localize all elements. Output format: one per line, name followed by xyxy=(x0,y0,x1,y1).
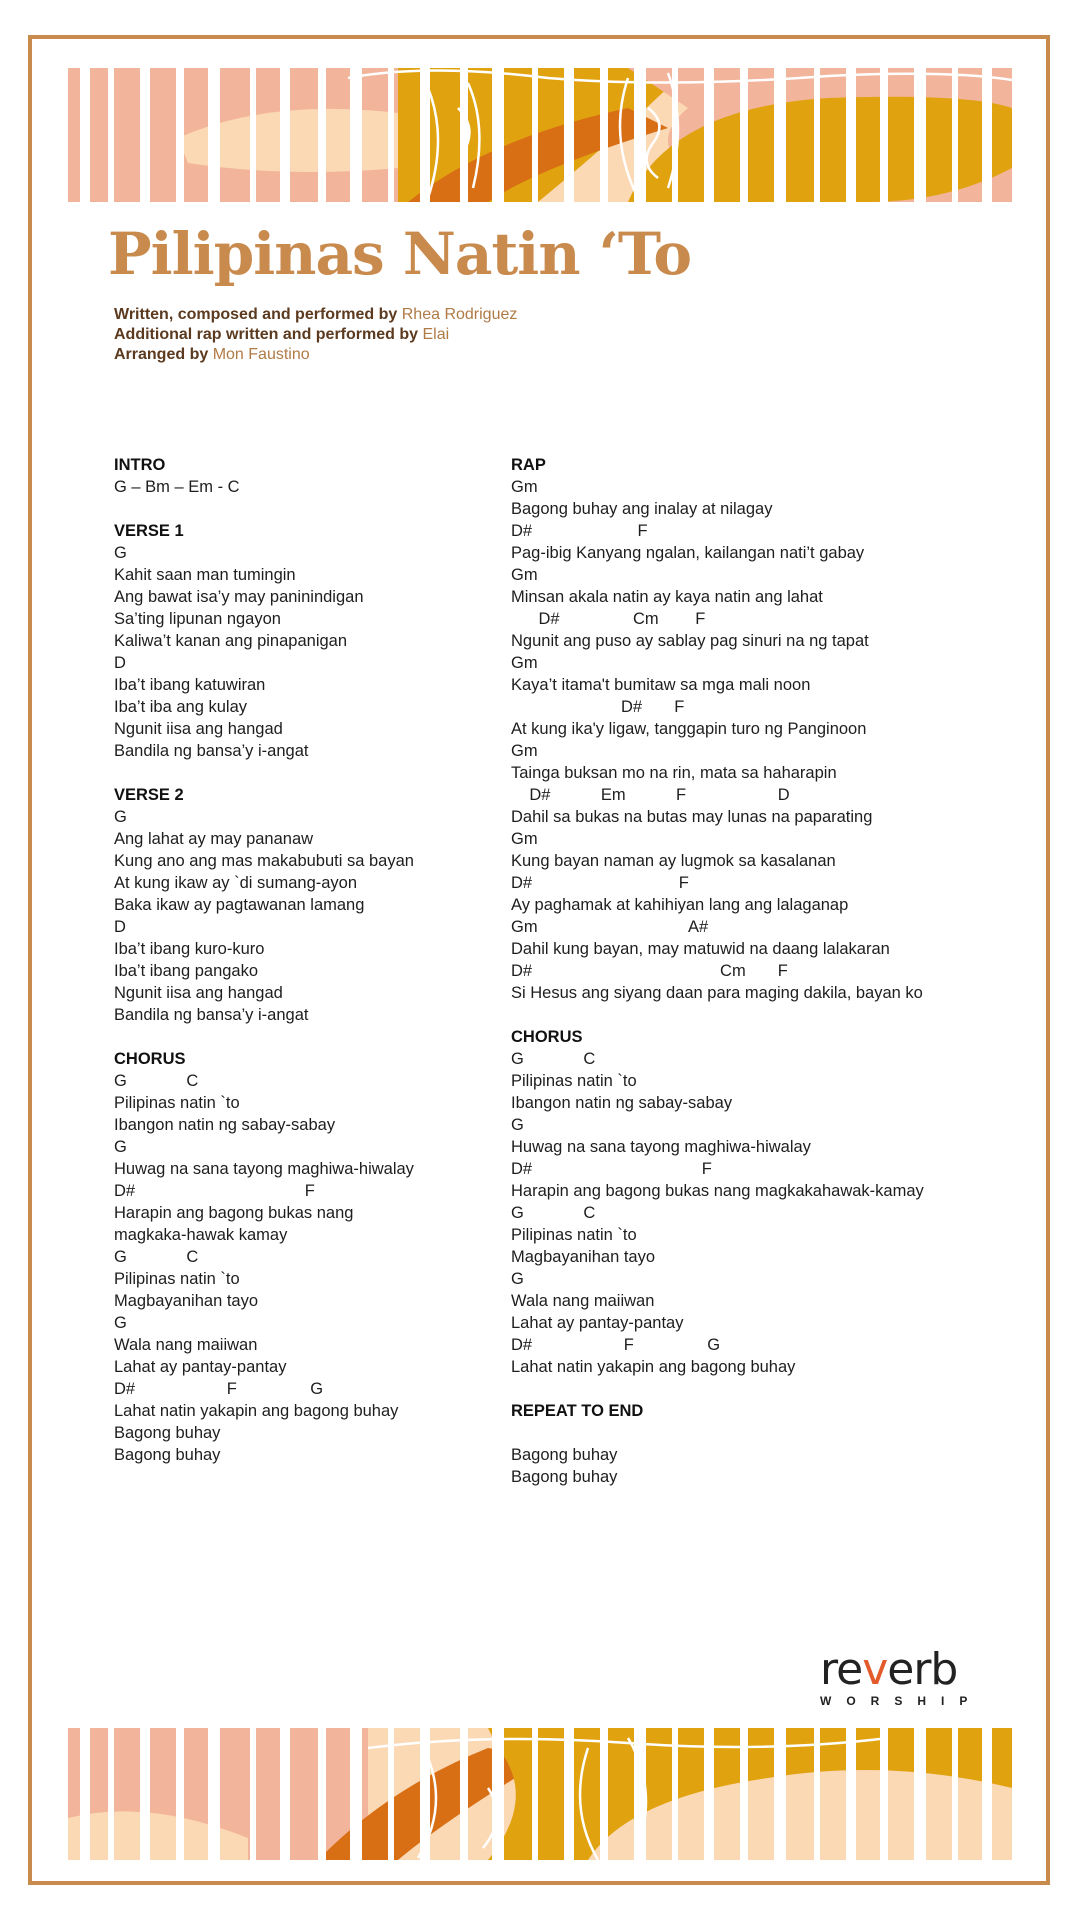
song-title: Pilipinas Natin ‘To xyxy=(108,220,692,288)
logo-text-erb: erb xyxy=(887,1644,958,1695)
lyric-line: G C xyxy=(511,1050,596,1068)
lyric-line: Kung ano ang mas makabubuti sa bayan xyxy=(114,852,414,870)
lyric-line: G C xyxy=(114,1248,199,1266)
lyrics-section xyxy=(511,1400,1031,1488)
lyric-line: D# F G xyxy=(114,1380,324,1398)
lyric-line: Sa’ting lipunan ngayon xyxy=(114,610,281,628)
lyric-line: Gm xyxy=(511,654,538,672)
credit-label: Additional rap written and performed by xyxy=(114,326,419,343)
lyric-line: Dahil kung bayan, may matuwid na daang lalakaran xyxy=(511,940,890,958)
section-title: RAP xyxy=(511,456,546,474)
credit-label: Arranged by xyxy=(114,346,209,363)
lyric-line: At kung ika'y ligaw, tanggapin turo ng Panginoon xyxy=(511,720,867,738)
lyric-line: Ang lahat ay may pananaw xyxy=(114,830,314,848)
lyric-line: Ibangon natin ng sabay-sabay xyxy=(114,1116,336,1134)
lyric-line: Lahat natin yakapin ang bagong buhay xyxy=(114,1402,399,1420)
lyric-line: Pilipinas natin `to xyxy=(114,1270,240,1288)
logo-text-v: v xyxy=(862,1644,888,1695)
lyric-line: D# F G xyxy=(511,1336,721,1354)
lyric-line: Harapin ang bagong bukas nang xyxy=(114,1204,354,1222)
credit-name: Rhea Rodriguez xyxy=(401,306,518,323)
lyric-line: G xyxy=(511,1270,524,1288)
lyric-line: Ang bawat isa’y may paninindigan xyxy=(114,588,364,606)
lyric-line: Iba’t ibang kuro-kuro xyxy=(114,940,265,958)
credit-line xyxy=(114,325,517,345)
logo-wordmark xyxy=(820,1644,1016,1695)
lyric-line: D# Em F D xyxy=(511,786,790,804)
lyric-line: D# F xyxy=(511,698,685,716)
lyric-line: Lahat natin yakapin ang bagong buhay xyxy=(511,1358,796,1376)
lyric-line: D# F xyxy=(511,522,648,540)
lyric-line: D# Cm F xyxy=(511,962,788,980)
lyric-line: Harapin ang bagong bukas nang magkakahawak-kamay xyxy=(511,1182,924,1200)
lyric-line: D# F xyxy=(511,1160,712,1178)
lyric-line: Si Hesus ang siyang daan para maging dakila, bayan ko xyxy=(511,984,923,1002)
lyric-line: Bagong buhay xyxy=(511,1446,618,1464)
lyric-line: Huwag na sana tayong maghiwa-hiwalay xyxy=(114,1160,414,1178)
lyric-line: Gm xyxy=(511,742,538,760)
lyric-line: Magbayanihan tayo xyxy=(114,1292,259,1310)
lyric-line: Wala nang maiiwan xyxy=(114,1336,258,1354)
lyric-line: Pilipinas natin `to xyxy=(511,1072,637,1090)
lyrics-section xyxy=(511,1026,1031,1378)
lyric-line: Bagong buhay ang inalay at nilagay xyxy=(511,500,773,518)
lyric-line xyxy=(511,1422,1031,1444)
lyric-line: Bandila ng bansa’y i-angat xyxy=(114,742,309,760)
credits xyxy=(114,305,517,365)
lyric-line: Ngunit iisa ang hangad xyxy=(114,984,283,1002)
section-title: CHORUS xyxy=(511,1028,583,1046)
logo-text-re: re xyxy=(820,1644,863,1695)
lyric-line: Iba’t ibang katuwiran xyxy=(114,676,266,694)
lyric-line: D xyxy=(114,918,126,936)
lyric-line: Dahil sa bukas na butas may lunas na paparating xyxy=(511,808,873,826)
lyric-line: Kahit saan man tumingin xyxy=(114,566,296,584)
bottom-decorative-banner xyxy=(68,1728,1012,1860)
section-title: VERSE 2 xyxy=(114,786,184,804)
lyric-line: Pilipinas natin `to xyxy=(511,1226,637,1244)
lyric-line: Ay paghamak at kahihiyan lang ang lalaganap xyxy=(511,896,849,914)
lyric-line: D xyxy=(114,654,126,672)
lyric-line: Ngunit ang puso ay sablay pag sinuri na ng tapat xyxy=(511,632,869,650)
credit-name: Elai xyxy=(422,326,450,343)
section-title: REPEAT TO END xyxy=(511,1402,644,1420)
section-title: VERSE 1 xyxy=(114,522,184,540)
section-title: CHORUS xyxy=(114,1050,186,1068)
lyric-line: Pilipinas natin `to xyxy=(114,1094,240,1112)
lyric-line: Gm xyxy=(511,566,538,584)
lyric-line: Bagong buhay xyxy=(511,1468,618,1486)
lyric-line: Pag-ibig Kanyang ngalan, kailangan nati’t gabay xyxy=(511,544,865,562)
lyric-line: G xyxy=(114,1314,127,1332)
lyric-line: Bagong buhay xyxy=(114,1446,221,1464)
lyric-line: Ibangon natin ng sabay-sabay xyxy=(511,1094,733,1112)
lyric-line: G xyxy=(114,544,127,562)
section-title: INTRO xyxy=(114,456,166,474)
lyrics-section xyxy=(511,454,1031,1004)
lyric-line: G C xyxy=(511,1204,596,1222)
top-decorative-banner xyxy=(68,68,1012,202)
lyric-line: Lahat ay pantay-pantay xyxy=(114,1358,287,1376)
lyric-line: Wala nang maiiwan xyxy=(511,1292,655,1310)
lyric-line: G xyxy=(511,1116,524,1134)
lyric-line: Baka ikaw ay pagtawanan lamang xyxy=(114,896,365,914)
lyric-line: Lahat ay pantay-pantay xyxy=(511,1314,684,1332)
credit-name: Mon Faustino xyxy=(212,346,310,363)
lyric-line: Iba’t iba ang kulay xyxy=(114,698,248,716)
lyric-line: G xyxy=(114,1138,127,1156)
lyric-line: Kaya’t itama't bumitaw sa mga mali noon xyxy=(511,676,811,694)
lyric-line: Gm A# xyxy=(511,918,709,936)
lyric-line: Iba’t ibang pangako xyxy=(114,962,259,980)
logo-subtitle: WORSHIP xyxy=(820,1694,983,1708)
credit-line xyxy=(114,305,517,325)
credit-line xyxy=(114,345,517,365)
lyric-line: Bagong buhay xyxy=(114,1424,221,1442)
lyric-line: G – Bm – Em - C xyxy=(114,478,240,496)
lyric-line: G xyxy=(114,808,127,826)
lyric-line: magkaka-hawak kamay xyxy=(114,1226,288,1244)
reverb-worship-logo xyxy=(820,1644,1016,1710)
lyric-line: D# F xyxy=(114,1182,315,1200)
lyric-line: Kaliwa’t kanan ang pinapanigan xyxy=(114,632,348,650)
lyric-line: Gm xyxy=(511,478,538,496)
lyric-line: Huwag na sana tayong maghiwa-hiwalay xyxy=(511,1138,811,1156)
lyric-line: D# Cm F xyxy=(511,610,706,628)
lyric-line: G C xyxy=(114,1072,199,1090)
lyric-line: Kung bayan naman ay lugmok sa kasalanan xyxy=(511,852,836,870)
lyric-line: At kung ikaw ay `di sumang-ayon xyxy=(114,874,358,892)
lyric-line: D# F xyxy=(511,874,689,892)
lyric-line: Magbayanihan tayo xyxy=(511,1248,656,1266)
credit-label: Written, composed and performed by xyxy=(114,306,398,323)
lyric-line: Ngunit iisa ang hangad xyxy=(114,720,283,738)
lyrics-right-column xyxy=(511,454,1031,1510)
lyric-line: Gm xyxy=(511,830,538,848)
lyric-line: Minsan akala natin ay kaya natin ang lahat xyxy=(511,588,823,606)
lyric-line: Bandila ng bansa’y i-angat xyxy=(114,1006,309,1024)
lyric-line: Tainga buksan mo na rin, mata sa haharapin xyxy=(511,764,837,782)
